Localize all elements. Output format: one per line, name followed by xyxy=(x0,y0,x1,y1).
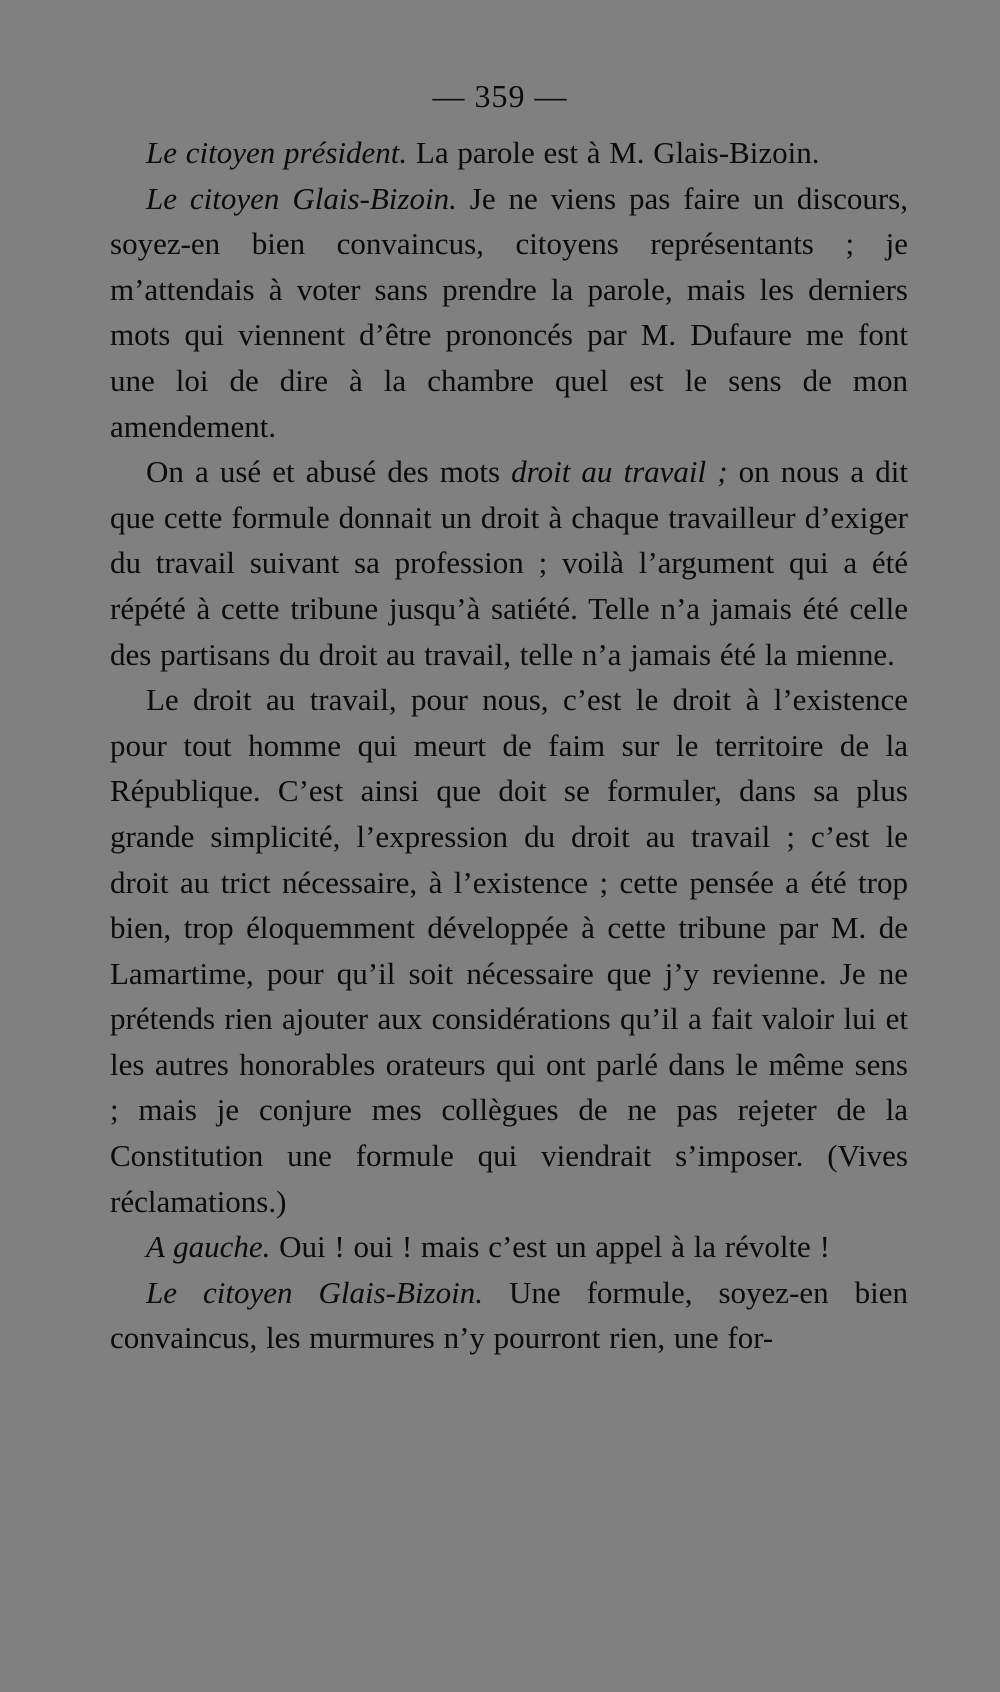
paragraph-glais-bizoin-speech xyxy=(110,176,908,450)
paragraph-text: On a usé et abusé des mots xyxy=(146,454,512,490)
paragraph-text: Je ne viens pas faire un discours, soyez-en bien convaincus, citoyens représentants ; je m’attendais à voter sans prendre la parole, mais les derniers mots qui viennent d’être prononcés par M. Dufaure me font une loi de dire à la chambre quel est le sens de mon amendement. xyxy=(110,180,908,444)
speaker-label: Le citoyen Glais-Bizoin. xyxy=(146,1274,483,1310)
page-number: — 359 — xyxy=(432,78,568,114)
paragraph-a-gauche xyxy=(110,1224,908,1270)
speaker-label: A gauche. xyxy=(146,1229,271,1265)
paragraph-text: on nous a dit que cette formule donnait un droit à chaque travailleur d’exiger du travail suivant sa profession ; voilà l’argument qui a été répété à cette tribune jusqu’à satiété. Telle n’a jamais été celle des partisans du droit au travail, telle n’a jamais été la mienne. xyxy=(110,454,908,672)
page-text xyxy=(110,130,908,1361)
paragraph-text: Une formule, soyez-en bien convaincus, les murmures n’y pourront rien, une for- xyxy=(110,1274,908,1356)
paragraph-droit-au-travail xyxy=(110,449,908,677)
paragraph-glais-bizoin-continuation xyxy=(110,1270,908,1361)
speaker-label: Le citoyen Glais-Bizoin. xyxy=(146,180,457,216)
paragraph-text: Oui ! oui ! mais c’est un appel à la révolte ! xyxy=(270,1229,830,1265)
paragraph-existence xyxy=(110,677,908,1224)
emphasized-phrase: droit au travail ; xyxy=(511,454,728,490)
paragraph-text: Le droit au travail, pour nous, c’est le droit à l’existence pour tout homme qui meurt de faim sur le territoire de la République. C’est ainsi que doit se formuler, dans sa plus grande simplicité, l’expression du droit au travail ; c’est le droit au trict nécessaire, à l’existence ; cette pensée a été trop bien, trop éloquemment développée à cette tribune par M. de Lamartime, pour qu’il soit nécessaire que j’y revienne. Je ne prétends rien ajouter aux considérations qu’il a fait valoir lui et les autres honorables orateurs qui ont parlé dans le même sens ; mais je conjure mes collègues de ne pas rejeter de la Constitution une formule qui viendrait s’imposer. (Vives réclamations.) xyxy=(110,682,908,1219)
speaker-label: Le citoyen président. xyxy=(146,135,408,170)
paragraph-president xyxy=(110,130,908,176)
paragraph-text: La parole est à M. Glais-Bizoin. xyxy=(407,135,820,170)
